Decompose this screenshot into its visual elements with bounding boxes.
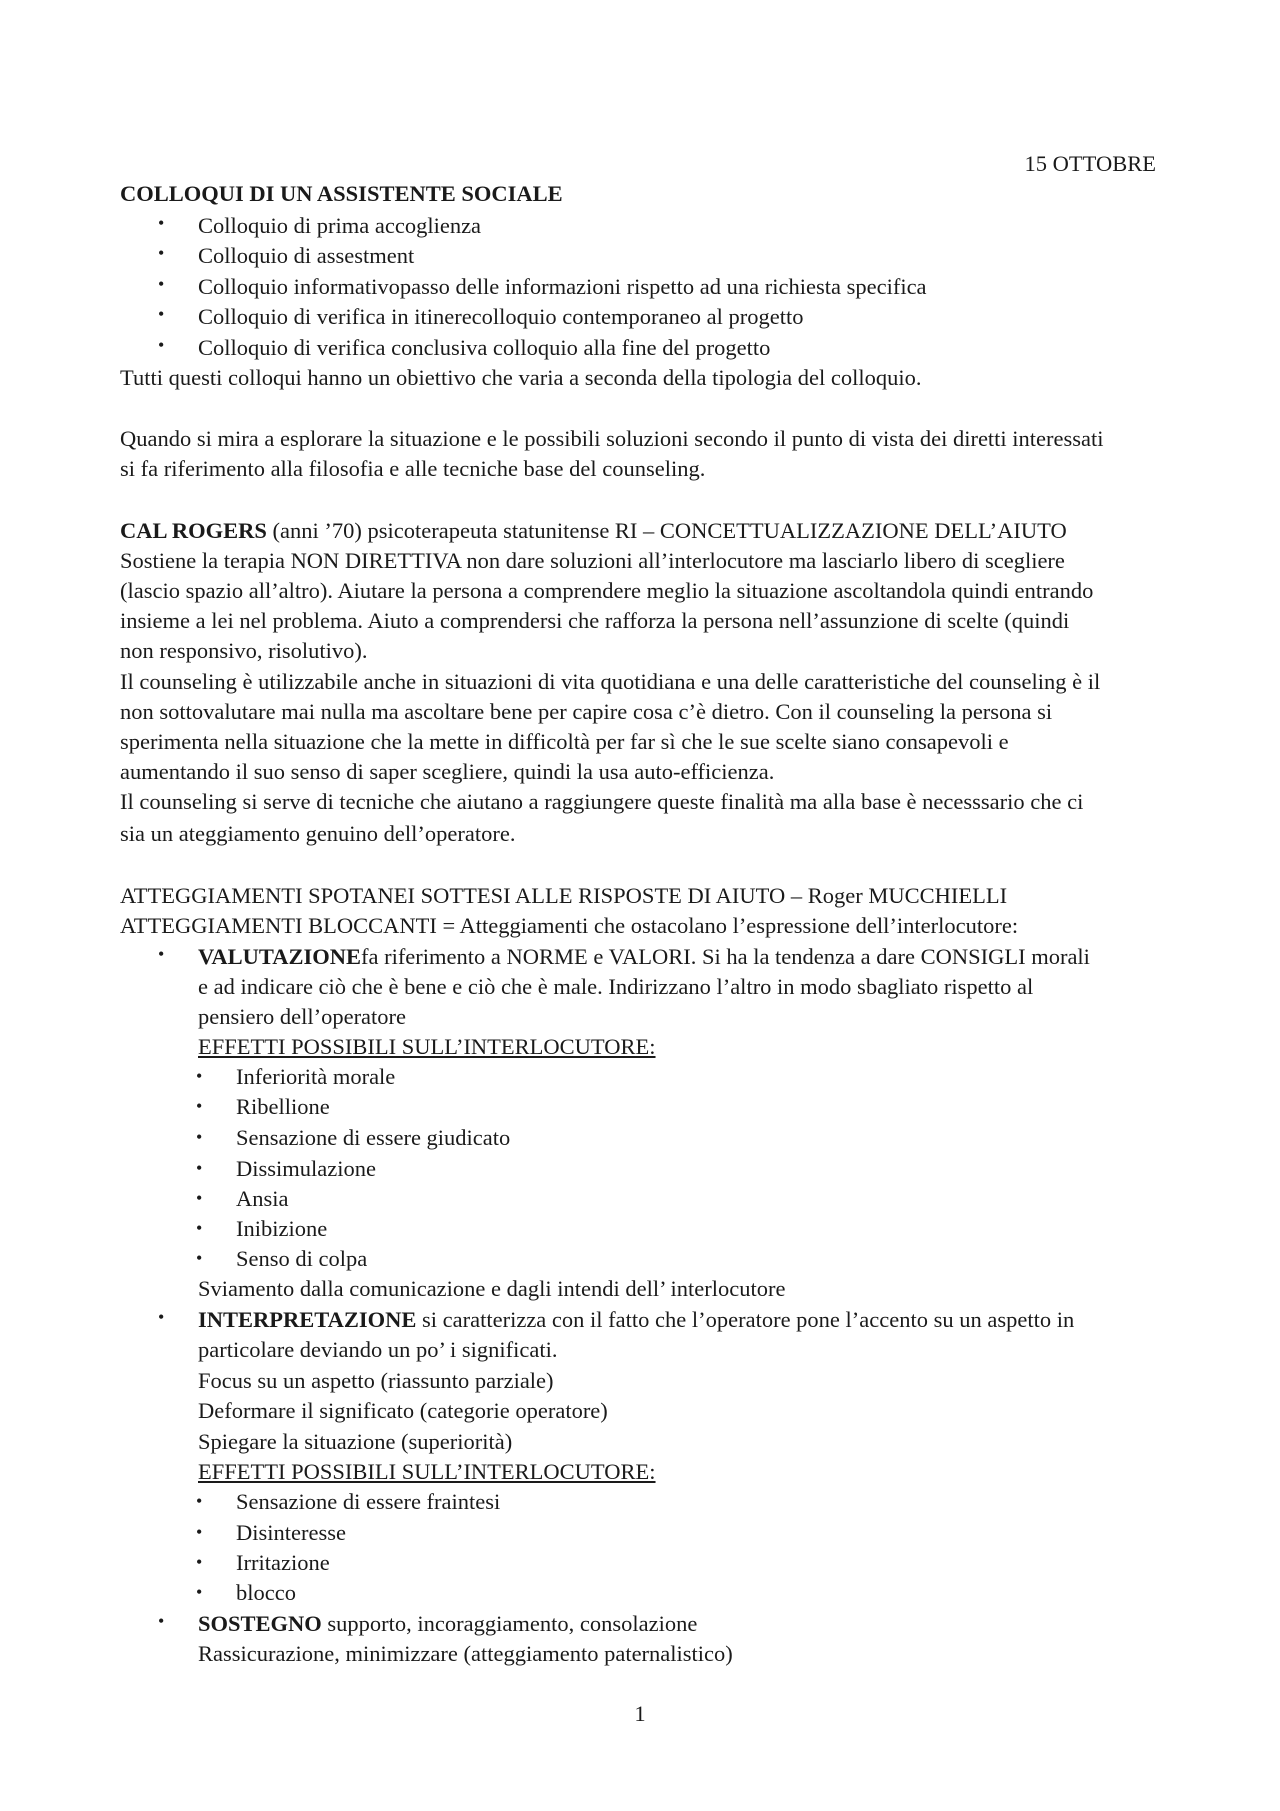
sostegno-line bbox=[198, 1610, 697, 1638]
bullet-marker: • bbox=[196, 1218, 203, 1238]
list-item: Colloquio informativopasso delle informazioni rispetto ad una richiesta specifica bbox=[198, 274, 927, 299]
list-item: Ansia bbox=[236, 1186, 289, 1211]
paragraph-line: (lascio spazio all’altro). Aiutare la persona a comprendere meglio la situazione ascoltandola quindi entrando bbox=[120, 578, 1094, 603]
paragraph-line: e ad indicare ciò che è bene e ciò che è male. Indirizzano l’altro in modo sbagliato rispetto al bbox=[198, 974, 1034, 999]
paragraph-line: Sviamento dalla comunicazione e dagli intendi dell’ interlocutore bbox=[198, 1276, 786, 1301]
paragraph-line: non responsivo, risolutivo). bbox=[120, 638, 368, 663]
bullet-marker: • bbox=[196, 1552, 203, 1572]
paragraph-line: non sottovalutare mai nulla ma ascoltare bene per capire cosa c’è dietro. Con il counseling la persona si bbox=[120, 699, 1053, 724]
bullet-marker: • bbox=[196, 1096, 203, 1116]
interpretazione-text: si caratterizza con il fatto che l’operatore pone l’accento su un aspetto in bbox=[416, 1307, 1075, 1332]
mucchielli-subheading: ATTEGGIAMENTI BLOCCANTI = Atteggiamenti che ostacolano l’espressione dell’interlocutore: bbox=[120, 913, 1019, 938]
rogers-heading bbox=[120, 517, 1067, 545]
paragraph-line: pensiero dell’operatore bbox=[198, 1004, 407, 1029]
bullet-marker: • bbox=[196, 1066, 203, 1086]
interpretazione-term: INTERPRETAZIONE bbox=[198, 1307, 417, 1332]
bullet-marker: • bbox=[196, 1522, 203, 1542]
bullet-marker: • bbox=[196, 1248, 203, 1268]
date-heading: 15 OTTOBRE bbox=[1024, 151, 1156, 176]
paragraph-line: aumentando il suo senso di saper scegliere, quindi la usa auto-efficienza. bbox=[120, 759, 775, 784]
valutazione-term: VALUTAZIONE bbox=[198, 944, 361, 969]
valutazione-line bbox=[198, 943, 1090, 971]
paragraph-line: Rassicurazione, minimizzare (atteggiamento paternalistico) bbox=[198, 1641, 733, 1666]
paragraph-line: Tutti questi colloqui hanno un obiettivo che varia a seconda della tipologia del colloquio. bbox=[120, 365, 922, 390]
list-item: Senso di colpa bbox=[236, 1246, 368, 1271]
bullet-marker: • bbox=[158, 274, 165, 294]
paragraph-line: particolare deviando un po’ i significati. bbox=[198, 1337, 558, 1362]
paragraph-line: Il counseling è utilizzabile anche in situazioni di vita quotidiana e una delle caratteristiche del counseling è il bbox=[120, 669, 1101, 694]
list-item: Dissimulazione bbox=[236, 1156, 376, 1181]
list-item: Inferiorità morale bbox=[236, 1064, 396, 1089]
paragraph-line: Spiegare la situazione (superiorità) bbox=[198, 1429, 513, 1454]
effects-heading: EFFETTI POSSIBILI SULL’INTERLOCUTORE: bbox=[198, 1034, 656, 1059]
bullet-marker: • bbox=[158, 335, 165, 355]
rogers-heading-text: (anni ’70) psicoterapeuta statunitense RI – CONCETTUALIZZAZIONE DELL’AIUTO bbox=[266, 518, 1067, 543]
bullet-marker: • bbox=[196, 1158, 203, 1178]
rogers-name: CAL ROGERS bbox=[120, 518, 267, 543]
sostegno-term: SOSTEGNO bbox=[198, 1611, 322, 1636]
paragraph-line: Focus su un aspetto (riassunto parziale) bbox=[198, 1368, 554, 1393]
paragraph-line: insieme a lei nel problema. Aiuto a comprendersi che rafforza la persona nell’assunzione di scelte (quindi bbox=[120, 608, 1070, 633]
mucchielli-heading: ATTEGGIAMENTI SPOTANEI SOTTESI ALLE RISPOSTE DI AIUTO – Roger MUCCHIELLI bbox=[120, 883, 1008, 908]
list-item: Colloquio di assestment bbox=[198, 243, 415, 268]
bullet-marker: • bbox=[158, 213, 165, 233]
list-item: Colloquio di prima accoglienza bbox=[198, 213, 482, 238]
sostegno-text: supporto, incoraggiamento, consolazione bbox=[321, 1611, 698, 1636]
list-item: Sensazione di essere giudicato bbox=[236, 1125, 511, 1150]
bullet-marker: • bbox=[158, 243, 165, 263]
effects-heading: EFFETTI POSSIBILI SULL’INTERLOCUTORE: bbox=[198, 1459, 656, 1484]
bullet-marker: • bbox=[158, 1611, 165, 1631]
paragraph-line: Sostiene la terapia NON DIRETTIVA non dare soluzioni all’interlocutore ma lasciarlo libero di scegliere bbox=[120, 548, 1065, 573]
list-item: blocco bbox=[236, 1580, 296, 1605]
paragraph-line: Il counseling si serve di tecniche che aiutano a raggiungere queste finalità ma alla base è necesssario che ci bbox=[120, 789, 1084, 814]
bullet-marker: • bbox=[196, 1582, 203, 1602]
list-item: Ribellione bbox=[236, 1094, 330, 1119]
list-item: Sensazione di essere fraintesi bbox=[236, 1489, 501, 1514]
list-item: Colloquio di verifica in itinerecolloquio contemporaneo al progetto bbox=[198, 304, 804, 329]
paragraph-line: Deformare il significato (categorie operatore) bbox=[198, 1398, 608, 1423]
section-title: COLLOQUI DI UN ASSISTENTE SOCIALE bbox=[120, 181, 563, 206]
list-item: Colloquio di verifica conclusiva colloquio alla fine del progetto bbox=[198, 335, 771, 360]
interpretazione-line bbox=[198, 1306, 1074, 1334]
valutazione-text: fa riferimento a NORME e VALORI. Si ha la tendenza a dare CONSIGLI morali bbox=[360, 944, 1090, 969]
bullet-marker: • bbox=[158, 944, 165, 964]
bullet-marker: • bbox=[196, 1188, 203, 1208]
bullet-marker: • bbox=[158, 1307, 165, 1327]
list-item: Inibizione bbox=[236, 1216, 328, 1241]
paragraph-line: Quando si mira a esplorare la situazione e le possibili soluzioni secondo il punto di vista dei diretti interessati bbox=[120, 426, 1104, 451]
page-number: 1 bbox=[634, 1701, 646, 1726]
paragraph-line: sia un ateggiamento genuino dell’operatore. bbox=[120, 821, 516, 846]
paragraph-line: sperimenta nella situazione che la mette in difficoltà per far sì che le sue scelte siano consapevoli e bbox=[120, 729, 1009, 754]
bullet-marker: • bbox=[158, 304, 165, 324]
list-item: Irritazione bbox=[236, 1550, 330, 1575]
bullet-marker: • bbox=[196, 1491, 203, 1511]
bullet-marker: • bbox=[196, 1127, 203, 1147]
paragraph-line: si fa riferimento alla filosofia e alle tecniche base del counseling. bbox=[120, 456, 706, 481]
list-item: Disinteresse bbox=[236, 1520, 346, 1545]
